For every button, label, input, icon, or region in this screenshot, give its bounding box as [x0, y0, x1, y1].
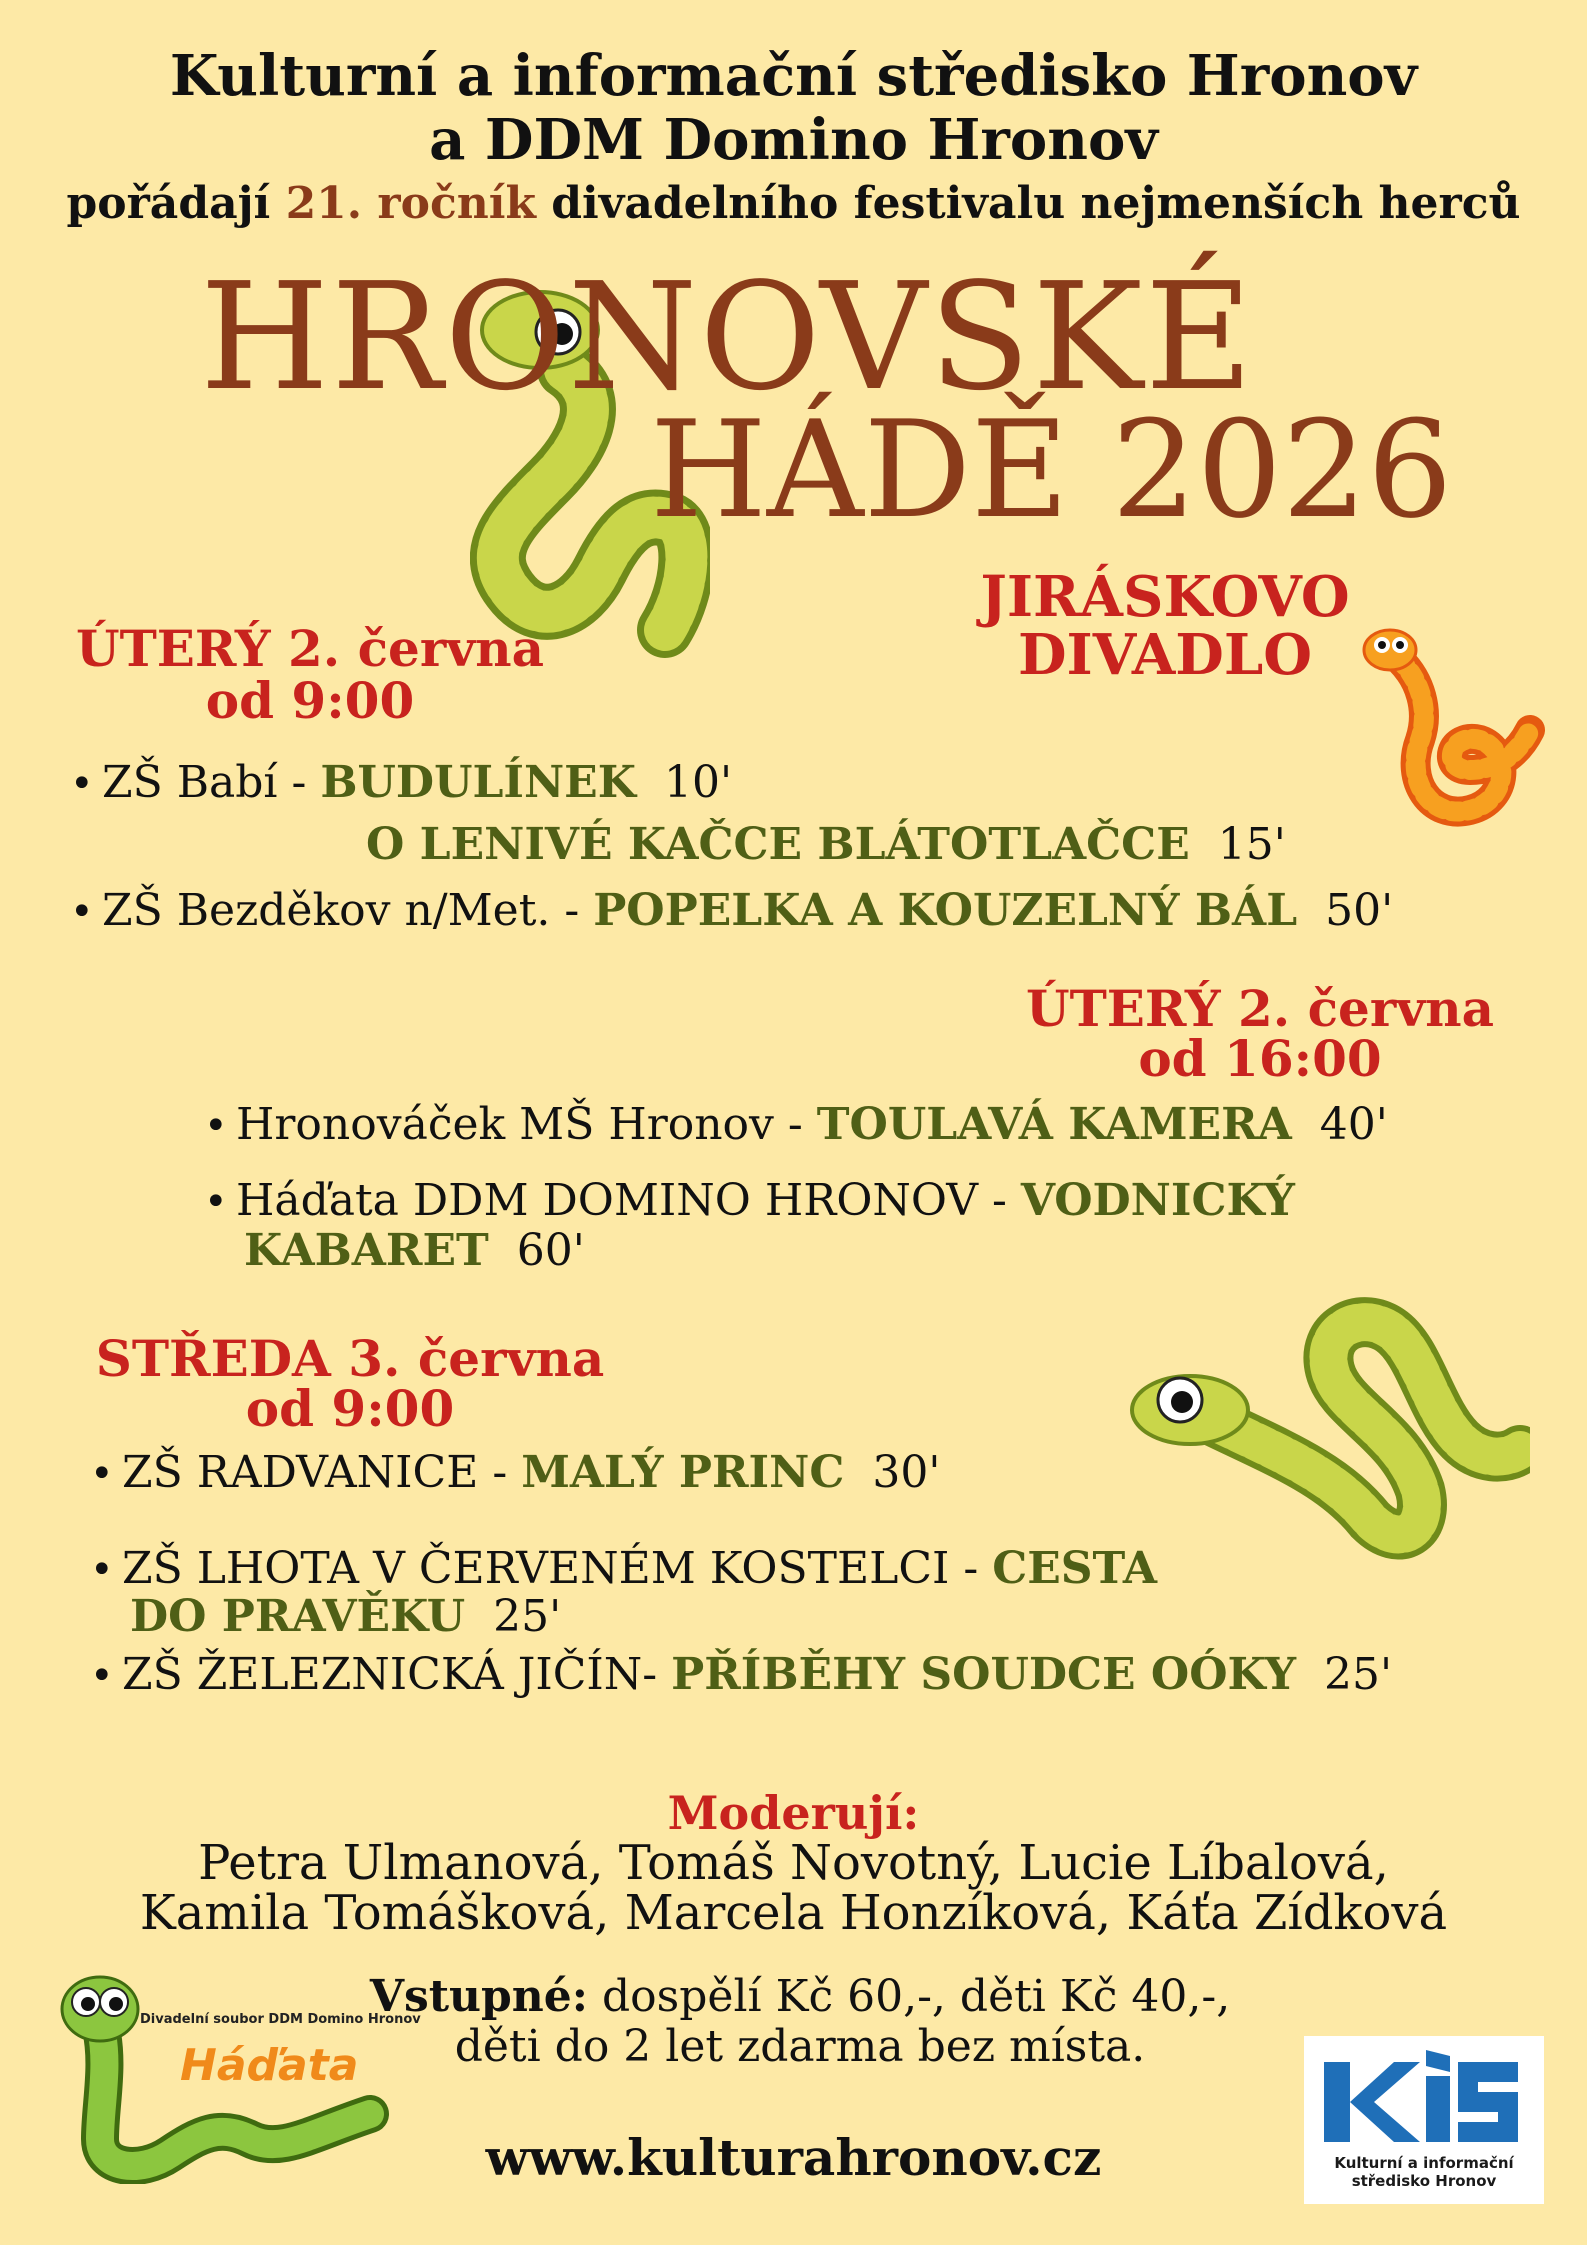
performer: ZŠ LHOTA V ČERVENÉM KOSTELCI -	[122, 1543, 993, 1594]
festival-title-line1: HRONOVSKÉ	[200, 251, 1255, 423]
play-duration: 60'	[516, 1225, 585, 1276]
moderators-heading: Moderují:	[667, 1786, 920, 1840]
website-link[interactable]: www.kulturahronov.cz	[485, 2128, 1102, 2187]
hadata-logo	[40, 1964, 421, 2184]
performer: ZŠ Bezděkov n/Met. -	[102, 885, 594, 936]
list-item-continued	[130, 1592, 561, 1642]
bullet-icon: •	[70, 889, 94, 935]
block3-time: od 9:00	[245, 1379, 455, 1438]
subtitle-year: 21. ročník	[285, 178, 536, 229]
play-title: MALÝ PRINC	[521, 1447, 845, 1498]
list-item-continued	[244, 1226, 585, 1276]
admission-prices: dospělí Kč 60,-, děti Kč 40,-,	[588, 1971, 1231, 2022]
play-title: BUDULÍNEK	[320, 757, 636, 808]
play-duration: 25'	[493, 1591, 562, 1642]
play-title: KABARET	[244, 1225, 489, 1276]
bullet-icon: •	[70, 761, 94, 807]
moderators-line1: Petra Ulmanová, Tomáš Novotný, Lucie Líbalová,	[198, 1835, 1389, 1891]
performer: Hronováček MŠ Hronov -	[236, 1099, 817, 1150]
list-item	[90, 1448, 940, 1499]
list-item	[90, 1544, 1157, 1595]
admission-note: děti do 2 let zdarma bez místa.	[454, 2021, 1146, 2072]
admission-label: Vstupné:	[369, 1971, 589, 2022]
play-title: DO PRAVĚKU	[130, 1591, 466, 1642]
list-item	[204, 1100, 1388, 1151]
list-item	[70, 758, 732, 809]
list-item	[204, 1176, 1295, 1227]
block2-time: od 16:00	[1138, 1029, 1382, 1088]
list-item	[366, 820, 1286, 870]
bullet-icon: •	[90, 1451, 114, 1497]
festival-title-line2: HÁDĚ 2026	[650, 392, 1453, 548]
venue-line1: JIRÁSKOVO	[980, 564, 1350, 630]
green-snake-right-icon	[1130, 1290, 1530, 1570]
play-title: PŘÍBĚHY SOUDCE OÓKY	[671, 1649, 1297, 1700]
bullet-icon: •	[90, 1547, 114, 1593]
block1-time: od 9:00	[205, 671, 415, 730]
block1-day: ÚTERÝ 2. června	[75, 619, 545, 678]
kis-caption-line2: středisko Hronov	[1351, 2172, 1497, 2190]
bullet-icon: •	[204, 1103, 228, 1149]
subtitle-post: divadelního festivalu nejmenších herců	[535, 178, 1521, 229]
venue-name	[930, 564, 1400, 688]
performer: Háďata DDM DOMINO HRONOV -	[236, 1175, 1021, 1226]
play-duration: 40'	[1319, 1099, 1388, 1150]
block3-day: STŘEDA 3. června	[95, 1329, 605, 1388]
subtitle-pre: pořádají	[66, 178, 286, 229]
hadata-caption: Divadelní soubor DDM Domino Hronov	[140, 2012, 421, 2027]
performer: ZŠ Babí -	[102, 757, 321, 808]
admission-info	[300, 1972, 1300, 2072]
bullet-icon: •	[204, 1179, 228, 1225]
kis-caption	[1304, 2154, 1544, 2190]
play-title: VODNICKÝ	[1020, 1175, 1295, 1226]
organizers-heading	[0, 44, 1587, 172]
moderators-line2: Kamila Tomášková, Marcela Honzíková, Káťa Zídková	[139, 1885, 1448, 1941]
list-item	[90, 1650, 1392, 1701]
play-title: TOULAVÁ KAMERA	[816, 1099, 1292, 1150]
block2-day: ÚTERÝ 2. června	[1025, 979, 1495, 1038]
kis-logo	[1304, 2036, 1544, 2204]
play-title: CESTA	[992, 1543, 1158, 1594]
play-duration: 10'	[663, 757, 733, 808]
organizers-line1: Kulturní a informační středisko Hronov	[169, 43, 1418, 109]
play-duration: 15'	[1217, 819, 1286, 870]
list-item	[70, 886, 1393, 937]
moderators-names	[0, 1835, 1587, 1941]
play-duration: 30'	[872, 1447, 941, 1498]
play-title: POPELKA A KOUZELNÝ BÁL	[593, 885, 1298, 936]
festival-subtitle	[0, 176, 1587, 232]
bullet-icon: •	[90, 1653, 114, 1699]
kis-caption-line1: Kulturní a informační	[1334, 2154, 1514, 2172]
play-duration: 50'	[1325, 885, 1394, 936]
orange-snake-icon	[1360, 620, 1550, 840]
play-title: O LENIVÉ KAČCE BLÁTOTLAČCE	[366, 819, 1190, 870]
hadata-name: Háďata	[180, 2040, 359, 2091]
venue-line2: DIVADLO	[1017, 622, 1313, 688]
performer: ZŠ RADVANICE -	[122, 1447, 522, 1498]
play-duration: 25'	[1324, 1649, 1393, 1700]
kis-letters-icon	[1324, 2050, 1524, 2146]
organizers-line2: a DDM Domino Hronov	[429, 107, 1158, 173]
performer: ZŠ ŽELEZNICKÁ JIČÍN-	[122, 1649, 672, 1700]
